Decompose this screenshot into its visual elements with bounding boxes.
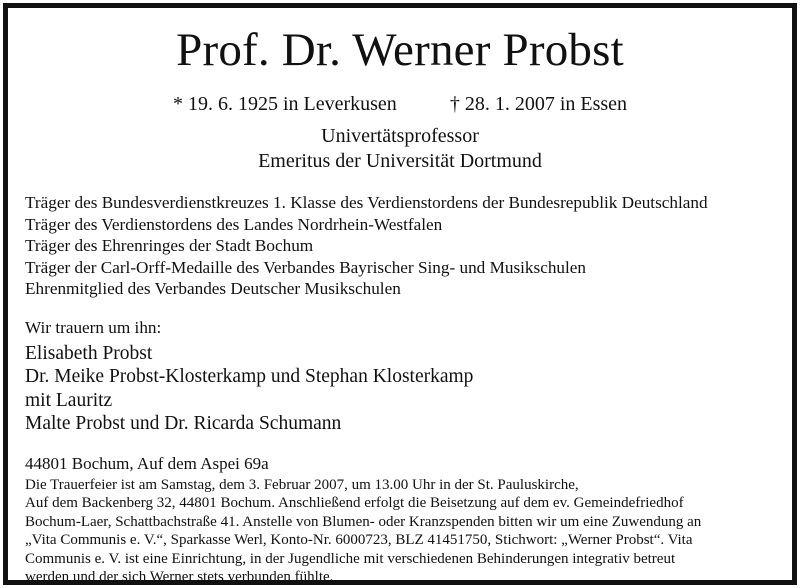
honor-line: Ehrenmitglied des Verbandes Deutscher Musikschulen [25,279,401,299]
funeral-line: Auf dem Backenberg 32, 44801 Bochum. Anschließend erfolgt die Beisetzung auf dem ev. Gemeindefriedhof [25,495,684,512]
mourners-intro: Wir trauern um ihn: [25,318,162,337]
funeral-line: Communis e. V. ist eine Einrichtung, in der Jugendliche mit verschiedenen Behinderungen integrativ betreut [25,550,676,567]
family-address: 44801 Bochum, Auf dem Aspei 69a [25,454,269,473]
funeral-line: Bochum-Laer, Schattbachstraße 41. Anstelle von Blumen- oder Kranzspenden bitten wir um eine Zuwendung an [25,513,702,530]
death-date: † 28. 1. 2007 in Essen [449,93,628,115]
funeral-line: „Vita Communis e. V.“, Sparkasse Werl, Konto-Nr. 6000723, BLZ 41451750, Stichwort: „Werner Probst“. Vita [25,532,693,549]
funeral-line: werden und der sich Werner stets verbunden fühlte. [25,569,334,586]
mourner-line: Malte Probst und Dr. Ricarda Schumann [25,412,342,434]
funeral-details [25,476,790,586]
mourner-line: Elisabeth Probst [25,343,153,364]
birth-date: * 19. 6. 1925 in Leverkusen [172,93,397,115]
honor-line: Träger des Ehrenringes der Stadt Bochum [25,236,314,256]
obituary-notice [3,3,797,585]
honors-list [25,192,790,300]
academic-roles [8,124,792,174]
mourner-line: Dr. Meike Probst-Klosterkamp und Stephan Klosterkamp [25,366,474,388]
honor-line: Träger der Carl-Orff-Medaille des Verbandes Bayrischer Sing- und Musikschulen [25,257,587,277]
mourner-line: mit Lauritz [25,389,113,411]
role-line: Emeritus der Universität Dortmund [258,150,542,172]
honor-line: Träger des Verdienstordens des Landes Nordrhein-Westfalen [25,214,443,234]
funeral-line: Die Trauerfeier ist am Samstag, dem 3. Februar 2007, um 13.00 Uhr in der St. Pauluskirche, [25,477,579,493]
honor-line: Träger des Bundesverdienstkreuzes 1. Klasse des Verdienstordens der Bundesrepublik Deutschland [25,193,708,212]
deceased-name: Prof. Dr. Werner Probst [176,24,624,76]
life-dates [8,92,792,116]
role-line: Univertätsprofessor [321,125,479,147]
mourners-list [25,342,473,435]
